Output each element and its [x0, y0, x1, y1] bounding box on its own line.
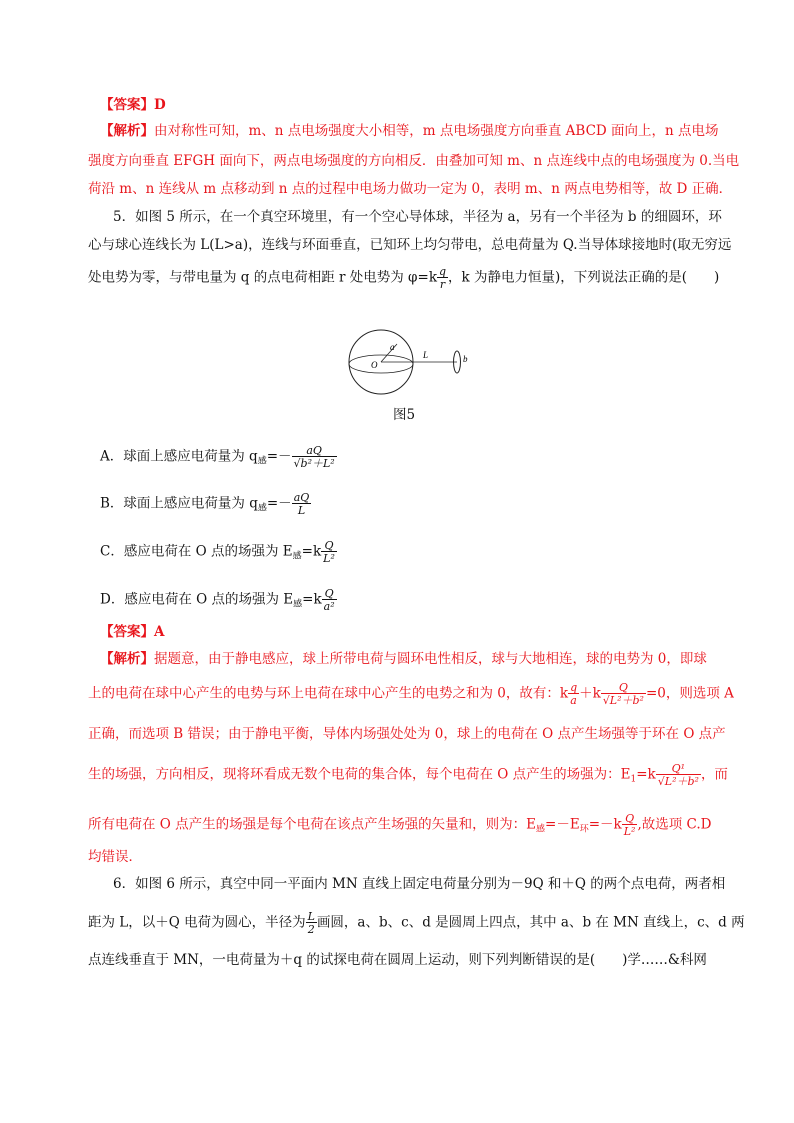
figure-caption: 图5 [393, 407, 416, 423]
analysis-label: 【解析】 [100, 123, 154, 139]
analysis-5-line-6: 均错误． [88, 849, 142, 865]
analysis-4-line-3: 荷沿 m、n 连线从 m 点移动到 n 点的过程中电场力做功一定为 0，表明 m、n 两点电势相等，故 D 正确． [88, 181, 733, 197]
analysis-5-line-3: 正确，而选项 B 错误；由于静电平衡，导体内场强处处为 0，球上的电荷在 O 点产生场强等于环在 O 点产 [88, 726, 726, 742]
sphere-equator [349, 355, 413, 373]
fraction-field-e1: $\frac{\text{Q¹}}{\text{√L²＋b²}}$ [657, 762, 699, 788]
option-b-fraction: $\frac{aQ}{L}$ [293, 491, 310, 517]
analysis-4-line-2: 强度方向垂直 EFGH 面向下，两点电场强度的方向相反．由叠加可知 m、n 点连线中点的电场强度为 0.当电 [88, 153, 740, 169]
option-b: B．球面上感应电荷量为 $q_感=-$ $\frac{aQ}{L}$ [100, 491, 310, 517]
question-5-line-3: 处电势为零，与带电量为 q 的点电荷相距 r 处电势为 φ=k $\frac{q}{r}$ ，k 为静电力恒量)，下列说法正确的是( ) [88, 265, 720, 291]
question-6-line-2: 距为 L，以＋Q 电荷为圆心，半径为 $\frac{L}{2}$ 画圆，a、b、c、d 是圆周上四点，其中 a、b 在 MN 直线上，c、d 两 [88, 910, 745, 936]
label-o: O [371, 360, 378, 370]
fraction-q-over-l2: $\frac{Q}{\text{L²}}$ [623, 812, 636, 838]
question-5-line-1: 5．如图 5 所示，在一个真空环境里，有一个空心导体球，半径为 a，另有一个半径为 b 的细圆环，环 [113, 209, 722, 225]
fraction-q-over-sqrt: $\frac{Q}{\text{√L²＋b²}}$ [602, 681, 644, 707]
answer-value: A [154, 624, 165, 640]
fraction-l-over-2: $\frac{L}{2}$ [307, 910, 315, 936]
label-b: b [463, 354, 468, 364]
label-a: a [390, 342, 395, 352]
label-l: L [423, 350, 429, 360]
answer-value: D [154, 97, 166, 113]
analysis-label: 【解析】 [100, 651, 154, 667]
option-c-fraction: $\frac{Q}{\text{L²}}$ [323, 539, 335, 565]
analysis-4-line-1: 【解析】由对称性可知，m、n 点电场强度大小相等，m 点电场强度方向垂直 ABCD 面向上，n 点电场 [100, 123, 719, 139]
analysis-5-line-2: 上的电荷在球中心产生的电势与环上电荷在球中心产生的电势之和为 0，故有：k $\frac{q}{a}$ ＋k $\frac{Q}{\text{√L²＋b²}}$ =0，则选项 A [88, 681, 734, 707]
option-d: D．感应电荷在 O 点的场强为 $E_感=k$ $\frac{Q}{\text{a²}}$ [100, 587, 335, 613]
fraction-q-over-a: $\frac{q}{a}$ [570, 681, 578, 707]
answer-line-4 [100, 95, 166, 115]
analysis-5-line-4: 生的场强，方向相反，现将环看成无数个电荷的集合体，每个电荷在 O 点产生的场强为：$E_1=k$ $\frac{\text{Q¹}}{\text{√L²＋b²}}$ ，而 [88, 762, 728, 788]
question-5-line-2: 心与球心连线长为 L(L>a)，连线与环面垂直，已知环上均匀带电，总电荷量为 Q.当导体球接地时(取无穷远 [88, 237, 732, 253]
option-d-fraction: $\frac{Q}{\text{a²}}$ [323, 587, 335, 613]
question-6-line-3: 点连线垂直于 MN，一电荷量为＋q 的试探电荷在圆周上运动，则下列判断错误的是( )学……&科网 [88, 952, 707, 968]
answer-label: 【答案】 [100, 97, 154, 113]
answer-label: 【答案】 [100, 624, 154, 640]
figure-5-diagram [345, 326, 475, 398]
analysis-5-line-1: 【解析】据题意，由于静电感应，球上所带电荷与圆环电性相反，球与大地相连，球的电势为 0，即球 [100, 651, 707, 667]
radius-line [381, 344, 397, 362]
option-a-fraction: $\frac{aQ}{\text{√b²＋L²}}$ [293, 444, 335, 470]
question-6-line-1: 6．如图 6 所示，真空中同一平面内 MN 直线上固定电荷量分别为－9Q 和＋Q 的两个点电荷，两者相 [113, 876, 726, 892]
option-a: A．球面上感应电荷量为 $q_感=-$ $\frac{aQ}{\text{√b²＋L²}}$ [100, 444, 335, 470]
analysis-5-line-5: 所有电荷在 O 点产生的场强是每个电荷在该点产生场强的矢量和，则为：$E_感=-E_环=-k$ $\frac{Q}{\text{L²}}$ ,故选项 C.D [88, 812, 712, 838]
fraction-q-over-r: $\frac{q}{r}$ [439, 265, 447, 291]
option-c: C．感应电荷在 O 点的场强为 $E_感=k$ $\frac{Q}{\text{L²}}$ [100, 539, 335, 565]
answer-line-5 [100, 622, 164, 642]
